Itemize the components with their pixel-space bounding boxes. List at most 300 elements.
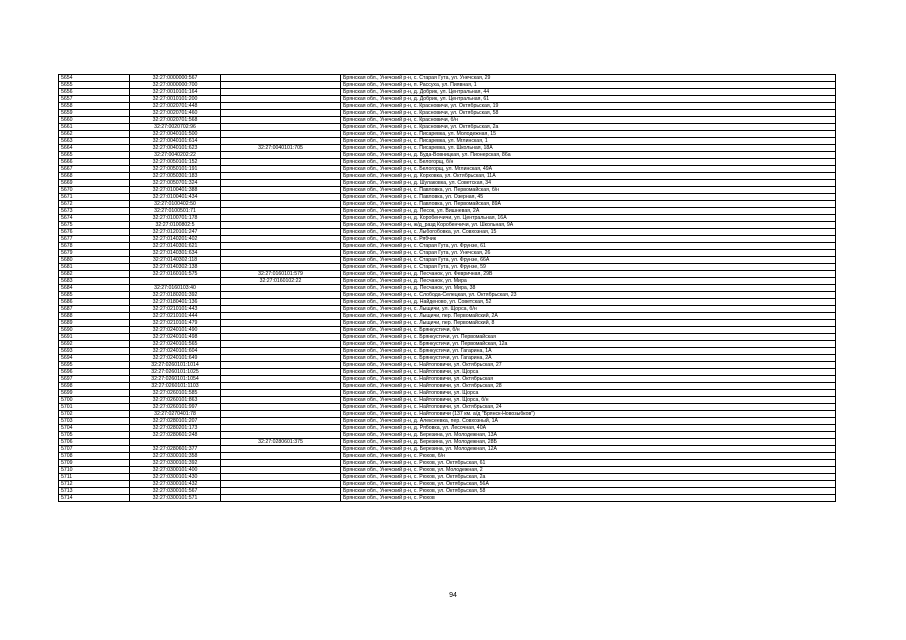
- cadastral-number-cell: 32:27:0180201:392: [130, 292, 221, 299]
- row-number-cell: 5658: [59, 103, 130, 110]
- row-number-cell: 5699: [59, 390, 130, 397]
- cadastral-number-cell: 32:27:0240101:649: [130, 355, 221, 362]
- cadastral-number-cell: 32:27:0140201:402: [130, 236, 221, 243]
- row-number-cell: 5697: [59, 376, 130, 383]
- table-row: [59, 152, 836, 159]
- address-cell: Брянская обл., Унечский р-н, с. Брянкустичи, ул. Первомайская, 12а: [341, 341, 836, 348]
- table-row: [59, 201, 836, 208]
- cadastral-number-cell: 32:27:0100501:71: [130, 208, 221, 215]
- cadastral-number-cell: 32:27:0020702:96: [130, 124, 221, 131]
- previous-number-cell: [221, 236, 341, 243]
- table-row: [59, 194, 836, 201]
- table-row: [59, 306, 836, 313]
- row-number-cell: 5662: [59, 131, 130, 138]
- previous-number-cell: [221, 285, 341, 292]
- previous-number-cell: [221, 152, 341, 159]
- table-row: [59, 348, 836, 355]
- cadastral-number-cell: 32:27:0280601:248: [130, 432, 221, 439]
- table-row: [59, 383, 836, 390]
- row-number-cell: 5671: [59, 194, 130, 201]
- cadastral-number-cell: 32:27:0050701:324: [130, 180, 221, 187]
- table-row: [59, 460, 836, 467]
- table-row: [59, 75, 836, 82]
- address-cell: Брянская обл., Унечский р-н, с. Рюхов, ул. Октябрьская, 58: [341, 488, 836, 495]
- cadastral-number-cell: 32:27:0260101:1054: [130, 376, 221, 383]
- address-cell: Брянская обл., Унечский р-н, с. Рябчик: [341, 236, 836, 243]
- address-cell: Брянская обл., Унечский р-н, с. Брянкустичи, б/н: [341, 327, 836, 334]
- table-row: [59, 222, 836, 229]
- previous-number-cell: [221, 131, 341, 138]
- table-row: [59, 208, 836, 215]
- cadastral-number-cell: 32:27:0160103:40: [130, 285, 221, 292]
- row-number-cell: 5691: [59, 334, 130, 341]
- row-number-cell: 5665: [59, 152, 130, 159]
- previous-number-cell: [221, 180, 341, 187]
- table-row: [59, 362, 836, 369]
- previous-number-cell: [221, 243, 341, 250]
- previous-number-cell: [221, 75, 341, 82]
- row-number-cell: 5706: [59, 439, 130, 446]
- row-number-cell: 5679: [59, 250, 130, 257]
- previous-number-cell: [221, 250, 341, 257]
- address-cell: Брянская обл., Унечский р-н, с. Рюхов, б/н: [341, 453, 836, 460]
- address-cell: Брянская обл., Унечский р-н, с. Брянкустичи, ул. Гагарина, 2А: [341, 355, 836, 362]
- cadastral-number-cell: 32:27:0040202:22: [130, 152, 221, 159]
- table-row: [59, 236, 836, 243]
- previous-number-cell: [221, 453, 341, 460]
- row-number-cell: 5663: [59, 138, 130, 145]
- address-cell: Брянская обл., Унечский р-н, с. Старая Гута, ул. Унечская, 29: [341, 75, 836, 82]
- address-cell: Брянская обл., Унечский р-н, с. Лыщичи, ул. Щорса, б/н: [341, 306, 836, 313]
- row-number-cell: 5661: [59, 124, 130, 131]
- address-cell: Брянская обл., Унечский р-н, с. Старая Гута, ул. Унечская, 26: [341, 250, 836, 257]
- row-number-cell: 5660: [59, 117, 130, 124]
- row-number-cell: 5711: [59, 474, 130, 481]
- previous-number-cell: 32:27:0280601:375: [221, 439, 341, 446]
- previous-number-cell: [221, 376, 341, 383]
- address-cell: Брянская обл., Унечский р-н, с. Лыщичи, пер. Первомайский, 2А: [341, 313, 836, 320]
- cadastral-number-cell: 32:27:0100802:5: [130, 222, 221, 229]
- table-row: [59, 187, 836, 194]
- previous-number-cell: [221, 201, 341, 208]
- address-cell: Брянская обл., Унечский р-н, с. Белогорщ, ул. Мглинская, 49А: [341, 166, 836, 173]
- address-cell: Брянская обл., Унечский р-н, с. Рюхов, ул. Октябрьская, 56А: [341, 481, 836, 488]
- previous-number-cell: [221, 173, 341, 180]
- cadastral-number-cell: 32:27:0040101:500: [130, 131, 221, 138]
- address-cell: Брянская обл., Унечский р-н, с. Найтоповичи, ул. Октябрьская, 24: [341, 404, 836, 411]
- cadastral-number-cell: 32:27:0300101:392: [130, 460, 221, 467]
- previous-number-cell: [221, 229, 341, 236]
- table-row: [59, 278, 836, 285]
- cadastral-number-cell: 32:27:0100401:434: [130, 194, 221, 201]
- previous-number-cell: [221, 404, 341, 411]
- previous-number-cell: [221, 306, 341, 313]
- row-number-cell: 5683: [59, 278, 130, 285]
- table-row: [59, 299, 836, 306]
- cadastral-number-cell: 32:27:0300101:358: [130, 453, 221, 460]
- address-cell: Брянская обл., Унечский р-н, д. Песчанок, ул. Мира, 38: [341, 285, 836, 292]
- cadastral-number-cell: 32:27:0300101:567: [130, 488, 221, 495]
- previous-number-cell: [221, 481, 341, 488]
- previous-number-cell: [221, 215, 341, 222]
- previous-number-cell: [221, 208, 341, 215]
- cadastral-number-cell: 32:27:0040101:614: [130, 138, 221, 145]
- address-cell: Брянская обл., Унечский р-н, д. Буда-Вовницкая, ул. Пионерская, 86а: [341, 152, 836, 159]
- cadastral-number-cell: 32:27:0010101:164: [130, 89, 221, 96]
- row-number-cell: 5694: [59, 355, 130, 362]
- cadastral-number-cell: 32:27:0300101:400: [130, 467, 221, 474]
- table-row: [59, 138, 836, 145]
- table-row: [59, 292, 836, 299]
- row-number-cell: 5656: [59, 89, 130, 96]
- row-number-cell: 5712: [59, 481, 130, 488]
- address-cell: Брянская обл., Унечский р-н, с. Найтоповичи, ул. Октябрьская, 27: [341, 362, 836, 369]
- register-sheet: [58, 74, 836, 502]
- row-number-cell: 5668: [59, 173, 130, 180]
- previous-number-cell: [221, 362, 341, 369]
- address-cell: Брянская обл., Унечский р-н, с. Найтоповичи, ул. Щорса: [341, 390, 836, 397]
- cadastral-number-cell: 32:27:0120101:247: [130, 229, 221, 236]
- cadastral-number-cell: 32:27:0210101:443: [130, 306, 221, 313]
- row-number-cell: 5669: [59, 180, 130, 187]
- row-number-cell: 5667: [59, 166, 130, 173]
- previous-number-cell: [221, 474, 341, 481]
- previous-number-cell: [221, 369, 341, 376]
- row-number-cell: 5707: [59, 446, 130, 453]
- table-row: [59, 474, 836, 481]
- table-row: [59, 404, 836, 411]
- previous-number-cell: [221, 320, 341, 327]
- cadastral-number-cell: 32:27:0280101:207: [130, 418, 221, 425]
- address-cell: Брянская обл., Унечский р-н, с. Красновичи, б/н: [341, 117, 836, 124]
- previous-number-cell: [221, 383, 341, 390]
- previous-number-cell: [221, 334, 341, 341]
- address-cell: Брянская обл., Унечский р-н, с. Лыщичи, пер. Первомайский, 8: [341, 320, 836, 327]
- row-number-cell: 5670: [59, 187, 130, 194]
- cadastral-number-cell: 32:27:0020701:460: [130, 110, 221, 117]
- previous-number-cell: [221, 341, 341, 348]
- table-row: [59, 418, 836, 425]
- table-row: [59, 411, 836, 418]
- previous-number-cell: [221, 292, 341, 299]
- address-cell: Брянская обл., Унечский р-н, д. Найденово, ул. Советская, 52: [341, 299, 836, 306]
- address-cell: Брянская обл., Унечский р-н, д. Шулаковка, ул. Советская, 34: [341, 180, 836, 187]
- previous-number-cell: [221, 411, 341, 418]
- row-number-cell: 5675: [59, 222, 130, 229]
- cadastral-number-cell: 32:27:0100701:178: [130, 215, 221, 222]
- cadastral-number-cell: [130, 278, 221, 285]
- cadastral-number-cell: 32:27:0300101:430: [130, 474, 221, 481]
- table-row: [59, 159, 836, 166]
- previous-number-cell: [221, 327, 341, 334]
- cadastral-number-cell: 32:27:0280601:377: [130, 446, 221, 453]
- table-row: [59, 327, 836, 334]
- previous-number-cell: [221, 495, 341, 502]
- table-row: [59, 145, 836, 152]
- cadastral-number-cell: 32:27:0050101:152: [130, 159, 221, 166]
- table-row: [59, 243, 836, 250]
- row-number-cell: 5705: [59, 432, 130, 439]
- cadastral-number-cell: 32:27:0050101:191: [130, 166, 221, 173]
- table-row: [59, 110, 836, 117]
- previous-number-cell: [221, 110, 341, 117]
- previous-number-cell: 32:27:0160102:22: [221, 278, 341, 285]
- row-number-cell: 5659: [59, 110, 130, 117]
- table-row: [59, 376, 836, 383]
- address-cell: Брянская обл., Унечский р-н, с. Старая Гута, ул. Фрунзе, 66А: [341, 257, 836, 264]
- table-row: [59, 439, 836, 446]
- row-number-cell: 5680: [59, 257, 130, 264]
- row-number-cell: 5698: [59, 383, 130, 390]
- previous-number-cell: 32:27:0160101:579: [221, 271, 341, 278]
- cadastral-number-cell: 32:27:0000000:700: [130, 82, 221, 89]
- address-cell: Брянская обл., Унечский р-н, с. Писаревка, ул. Мглинская, 1: [341, 138, 836, 145]
- row-number-cell: 5664: [59, 145, 130, 152]
- cadastral-number-cell: 32:27:0240101:565: [130, 341, 221, 348]
- cadastral-number-cell: 32:27:0260101:1014: [130, 362, 221, 369]
- row-number-cell: 5690: [59, 327, 130, 334]
- row-number-cell: 5704: [59, 425, 130, 432]
- cadastral-number-cell: 32:27:0140302:118: [130, 257, 221, 264]
- table-row: [59, 215, 836, 222]
- cadastral-number-cell: 32:27:0050301:183: [130, 173, 221, 180]
- row-number-cell: 5689: [59, 320, 130, 327]
- table-row: [59, 397, 836, 404]
- previous-number-cell: [221, 355, 341, 362]
- table-row: [59, 82, 836, 89]
- address-cell: Брянская обл., Унечский р-н, с. Писаревка, ул. Молодежная, 15: [341, 131, 836, 138]
- row-number-cell: 5684: [59, 285, 130, 292]
- table-row: [59, 432, 836, 439]
- table-row: [59, 355, 836, 362]
- cadastral-number-cell: 32:27:0280201:173: [130, 425, 221, 432]
- cadastral-number-cell: 32:27:0210101:444: [130, 313, 221, 320]
- row-number-cell: 5709: [59, 460, 130, 467]
- address-cell: Брянская обл., Унечский р-н, д. Коробенчичи, ул. Центральная, 16А: [341, 215, 836, 222]
- cadastral-number-cell: 32:27:0000000:567: [130, 75, 221, 82]
- cadastral-number-cell: 32:27:0010101:200: [130, 96, 221, 103]
- cadastral-number-cell: 32:27:0020701:568: [130, 117, 221, 124]
- row-number-cell: 5676: [59, 229, 130, 236]
- cadastral-number-cell: 32:27:0140301:634: [130, 250, 221, 257]
- address-cell: Брянская обл., Унечский р-н, д. Рябовка, ул. Лесочная, 40А: [341, 425, 836, 432]
- row-number-cell: 5674: [59, 215, 130, 222]
- previous-number-cell: [221, 264, 341, 271]
- previous-number-cell: [221, 467, 341, 474]
- row-number-cell: 5713: [59, 488, 130, 495]
- table-row: [59, 334, 836, 341]
- address-cell: Брянская обл., Унечский р-н, д. Корховка, ул. Октябрьская, 11А: [341, 173, 836, 180]
- table-row: [59, 467, 836, 474]
- table-row: [59, 453, 836, 460]
- table-row: [59, 369, 836, 376]
- row-number-cell: 5685: [59, 292, 130, 299]
- table-row: [59, 257, 836, 264]
- row-number-cell: 5693: [59, 348, 130, 355]
- cadastral-number-cell: 32:27:0100402:50: [130, 201, 221, 208]
- previous-number-cell: [221, 187, 341, 194]
- row-number-cell: 5695: [59, 362, 130, 369]
- cadastral-number-cell: 32:27:0040101:623: [130, 145, 221, 152]
- row-number-cell: 5666: [59, 159, 130, 166]
- table-row: [59, 264, 836, 271]
- address-cell: Брянская обл., Унечский р-н, с. Рюхов, ул. Молодежная, 2: [341, 467, 836, 474]
- cadastral-number-cell: 32:27:0240101:490: [130, 327, 221, 334]
- row-number-cell: 5687: [59, 306, 130, 313]
- address-cell: Брянская обл., Унечский р-н, с. Старая Гута, ул. Фрунзе, 61: [341, 243, 836, 250]
- cadastral-number-cell: 32:27:0300101:432: [130, 481, 221, 488]
- row-number-cell: 5654: [59, 75, 130, 82]
- table-row: [59, 425, 836, 432]
- address-cell: Брянская обл., Унечский р-н, с. Красновичи, ул. Октябрьская, 19: [341, 103, 836, 110]
- table-row: [59, 117, 836, 124]
- address-cell: Брянская обл., Унечский р-н, с. Павловка, ул. Озерная, 45: [341, 194, 836, 201]
- previous-number-cell: [221, 432, 341, 439]
- cadastral-number-cell: 32:27:0260101:1103: [130, 383, 221, 390]
- table-row: [59, 124, 836, 131]
- row-number-cell: 5692: [59, 341, 130, 348]
- previous-number-cell: [221, 166, 341, 173]
- previous-number-cell: [221, 159, 341, 166]
- address-cell: Брянская обл., Унечский р-н, с. Лыбогобовка, ул. Совхозная, 15: [341, 229, 836, 236]
- previous-number-cell: [221, 89, 341, 96]
- address-cell: Брянская обл., Унечский р-н, д. Березина, ул. Молодежная, 12А: [341, 446, 836, 453]
- cadastral-number-cell: 32:27:0260101:585: [130, 390, 221, 397]
- previous-number-cell: [221, 299, 341, 306]
- address-cell: Брянская обл., Унечский р-н, д. Добрик, ул. Центральная, 61: [341, 96, 836, 103]
- previous-number-cell: [221, 425, 341, 432]
- previous-number-cell: [221, 348, 341, 355]
- cadastral-number-cell: 32:27:0160101:575: [130, 271, 221, 278]
- previous-number-cell: [221, 257, 341, 264]
- row-number-cell: 5710: [59, 467, 130, 474]
- table-row: [59, 341, 836, 348]
- previous-number-cell: [221, 82, 341, 89]
- address-cell: Брянская обл., Унечский р-н, с. Павловка, ул. Первомайская, 89А: [341, 201, 836, 208]
- table-row: [59, 173, 836, 180]
- row-number-cell: 5696: [59, 369, 130, 376]
- table-row: [59, 481, 836, 488]
- row-number-cell: 5681: [59, 264, 130, 271]
- cadastral-number-cell: 32:27:0180401:136: [130, 299, 221, 306]
- cadastral-number-cell: 32:27:0260101:1025: [130, 369, 221, 376]
- address-cell: Брянская обл., Унечский р-н, с. Павловка, ул. Первомайская, б/н: [341, 187, 836, 194]
- cadastral-number-cell: 32:27:0260101:863: [130, 397, 221, 404]
- address-cell: Брянская обл., Унечский р-н, д. Песок, ул. Вишневая, 2А: [341, 208, 836, 215]
- previous-number-cell: [221, 313, 341, 320]
- cadastral-number-cell: 32:27:0140301:621: [130, 243, 221, 250]
- previous-number-cell: [221, 446, 341, 453]
- row-number-cell: 5682: [59, 271, 130, 278]
- table-row: [59, 89, 836, 96]
- previous-number-cell: [221, 194, 341, 201]
- address-cell: Брянская обл., Унечский р-н, с. Слобода-Селецкая, ул. Октябрьская, 23: [341, 292, 836, 299]
- table-row: [59, 229, 836, 236]
- row-number-cell: 5686: [59, 299, 130, 306]
- address-cell: Брянская обл., Унечский р-н, д. Песчанок, ул. Февричная, 29В: [341, 271, 836, 278]
- table-row: [59, 271, 836, 278]
- address-cell: Брянская обл., Унечский р-н, д. Песчанок, ул. Мира: [341, 278, 836, 285]
- table-row: [59, 488, 836, 495]
- table-row: [59, 446, 836, 453]
- address-cell: Брянская обл., Унечский р-н, ж/д_разд Коробенчичи, ул. Школьная, 9А: [341, 222, 836, 229]
- address-cell: Брянская обл., Унечский р-н, с. Старая Гута, ул. Фрунзе, 59: [341, 264, 836, 271]
- address-cell: Брянская обл., Унечский р-н, с. Найтоповичи, ул. Щорса, б/н: [341, 397, 836, 404]
- table-row: [59, 285, 836, 292]
- cadastral-number-cell: 32:27:0020701:448: [130, 103, 221, 110]
- previous-number-cell: [221, 138, 341, 145]
- address-cell: Брянская обл., Унечский р-н, с. Найтоповичи (137 км. а/д "Брянск-Новозыбков"): [341, 411, 836, 418]
- address-cell: Брянская обл., Унечский р-н, д. Добрик, ул. Центральная, 44: [341, 89, 836, 96]
- table-row: [59, 250, 836, 257]
- previous-number-cell: 32:27:0040101:705: [221, 145, 341, 152]
- address-cell: Брянская обл., Унечский р-н, с. Брянкустичи, ул. Гагарина, 1А: [341, 348, 836, 355]
- address-cell: Брянская обл., Унечский р-н, с. Рюхов: [341, 495, 836, 502]
- address-cell: Брянская обл., Унечский р-н, д. Березина, ул. Молодежная, 13А: [341, 432, 836, 439]
- row-number-cell: 5702: [59, 411, 130, 418]
- previous-number-cell: [221, 488, 341, 495]
- row-number-cell: 5688: [59, 313, 130, 320]
- table-row: [59, 495, 836, 502]
- row-number-cell: 5673: [59, 208, 130, 215]
- address-cell: Брянская обл., Унечский р-н, с. Рюхов, ул. Октябрьская, 61: [341, 460, 836, 467]
- address-cell: Брянская обл., Унечский р-н, п. Рассуха, ул. Пиявная, 1: [341, 82, 836, 89]
- cadastral-number-cell: 32:27:0100401:388: [130, 187, 221, 194]
- row-number-cell: 5714: [59, 495, 130, 502]
- previous-number-cell: [221, 418, 341, 425]
- cadastral-number-cell: [130, 439, 221, 446]
- row-number-cell: 5677: [59, 236, 130, 243]
- previous-number-cell: [221, 117, 341, 124]
- table-row: [59, 131, 836, 138]
- row-number-cell: 5678: [59, 243, 130, 250]
- address-cell: Брянская обл., Унечский р-н, д. Алексеевка, пер. Совхозный, 1А: [341, 418, 836, 425]
- row-number-cell: 5701: [59, 404, 130, 411]
- previous-number-cell: [221, 103, 341, 110]
- cadastral-number-cell: 32:27:0240101:498: [130, 334, 221, 341]
- table-row: [59, 166, 836, 173]
- cadastral-number-cell: 32:27:0260101:997: [130, 404, 221, 411]
- table-row: [59, 320, 836, 327]
- address-cell: Брянская обл., Унечский р-н, с. Белогорщ, б/н: [341, 159, 836, 166]
- cadastral-number-cell: 32:27:0140302:138: [130, 264, 221, 271]
- row-number-cell: 5672: [59, 201, 130, 208]
- cadastral-number-cell: 32:27:0270401:78: [130, 411, 221, 418]
- address-cell: Брянская обл., Унечский р-н, с. Брянкустичи, ул. Первомайская: [341, 334, 836, 341]
- row-number-cell: 5703: [59, 418, 130, 425]
- previous-number-cell: [221, 397, 341, 404]
- previous-number-cell: [221, 96, 341, 103]
- address-cell: Брянская обл., Унечский р-н, д. Березина, ул. Молодежная, 28Б: [341, 439, 836, 446]
- address-cell: Брянская обл., Унечский р-н, с. Найтоповичи, ул. Октябрьская, 28: [341, 383, 836, 390]
- table-row: [59, 180, 836, 187]
- cadastral-number-cell: 32:27:0300101:571: [130, 495, 221, 502]
- address-cell: Брянская обл., Унечский р-н, с. Писаревка, ул. Школьная, 18А: [341, 145, 836, 152]
- row-number-cell: 5700: [59, 397, 130, 404]
- register-table-body: [59, 75, 836, 502]
- address-cell: Брянская обл., Унечский р-н, с. Красновичи, ул. Октябрьская, 58: [341, 110, 836, 117]
- address-cell: Брянская обл., Унечский р-н, с. Найтоповичи, ул. Щорса: [341, 369, 836, 376]
- table-row: [59, 313, 836, 320]
- address-cell: Брянская обл., Унечский р-н, с. Красновичи, ул. Октябрьская, 2а: [341, 124, 836, 131]
- previous-number-cell: [221, 390, 341, 397]
- previous-number-cell: [221, 222, 341, 229]
- row-number-cell: 5655: [59, 82, 130, 89]
- cadastral-number-cell: 32:27:0240101:604: [130, 348, 221, 355]
- previous-number-cell: [221, 460, 341, 467]
- row-number-cell: 5657: [59, 96, 130, 103]
- property-register-table: [58, 74, 836, 502]
